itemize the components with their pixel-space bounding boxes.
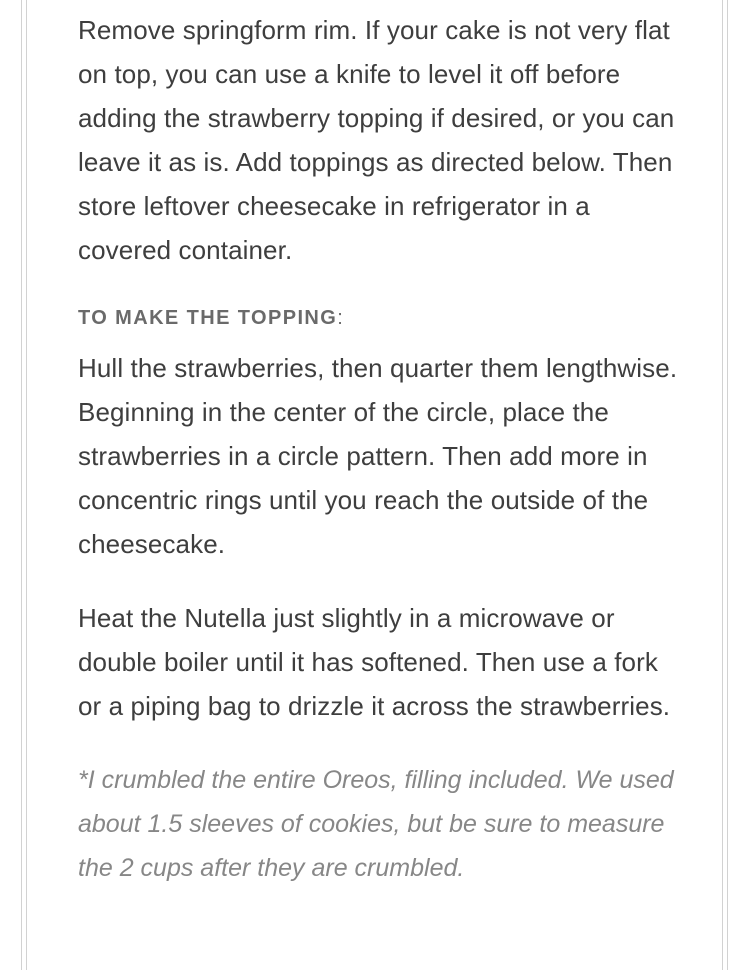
topping-heading [78,301,678,335]
left-border-inner [26,0,27,970]
footnote: *I crumbled the entire Oreos, filling included. We used about 1.5 sleeves of cookies, but be sure to measure the 2 cups after they are crumbled. [78,766,674,882]
right-border-outer [727,0,728,970]
topping-heading-label: TO MAKE THE TOPPING [78,307,338,329]
topping-step-2: Heat the Nutella just slightly in a microwave or double boiler until it has softened. Then use a fork or a piping bag to drizzle it across the strawberries. [78,603,671,721]
topping-step-1: Hull the strawberries, then quarter them lengthwise. Beginning in the center of the circle, place the strawberries in a circle pattern. Then add more in concentric rings until you reach the outside of the cheesecake. [78,353,678,559]
intro-paragraph: Remove springform rim. If your cake is not very flat on top, you can use a knife to level it off before adding the strawberry topping if desired, or you can leave it as is. Add toppings as directed below. Then store leftover cheesecake in refrigerator in a covered container. [78,15,675,265]
left-border-outer [21,0,22,970]
topping-heading-colon: : [337,307,343,329]
recipe-instructions [78,8,678,890]
right-border-inner [722,0,723,970]
